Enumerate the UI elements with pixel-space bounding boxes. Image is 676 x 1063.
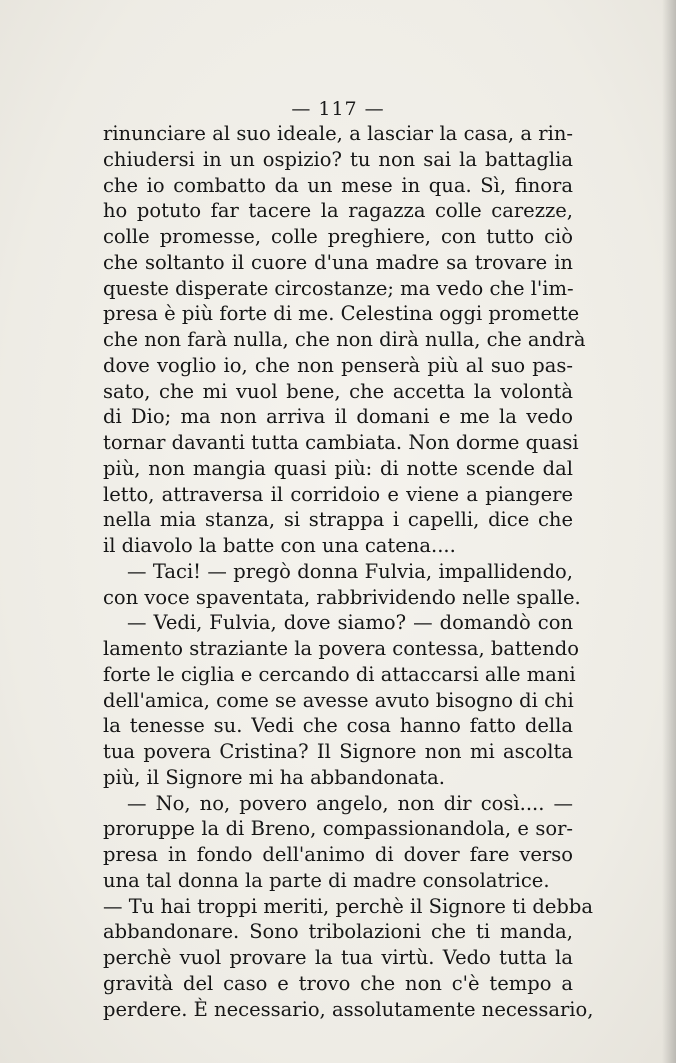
text-line: più, non mangia quasi più: di notte scende dal: [103, 456, 573, 480]
text-line: nella mia stanza, si strappa i capelli, dice che: [103, 508, 573, 532]
text-line: sato, che mi vuol bene, che accetta la volontà: [103, 379, 573, 403]
text-line: dove voglio io, che non penserà più al suo pas-: [103, 353, 573, 377]
text-line: rinunciare al suo ideale, a lasciar la casa, a rin-: [103, 122, 573, 145]
text-line: presa è più forte di me. Celestina oggi promette: [103, 302, 580, 326]
text-line: che io combatto da un mese in qua. Sì, finora: [103, 173, 573, 197]
text-line: abbandonare. Sono tribolazioni che ti manda,: [103, 920, 573, 944]
text-line: che non farà nulla, che non dirà nulla, che andrà: [103, 328, 586, 351]
text-line: tua povera Cristina? Il Signore non mi ascolta: [103, 740, 573, 763]
text-line: — Vedi, Fulvia, dove siamo? — domandò con: [127, 611, 573, 635]
text-line: che soltanto il cuore d'una madre sa trovare in: [103, 250, 573, 274]
text-line: il diavolo la batte con una catena....: [103, 534, 456, 557]
text-line: perchè vuol provare la tua virtù. Vedo tutta la: [103, 946, 573, 969]
text-line: — No, no, povero angelo, non dir così.... —: [127, 791, 573, 815]
text-line: colle promesse, colle preghiere, con tutto ciò: [103, 225, 573, 248]
page-number: — 117 —: [291, 98, 385, 120]
text-line: dell'amica, come se avesse avuto bisogno di chi: [103, 688, 574, 712]
text-line: gravità del caso e trovo che non c'è tempo a: [103, 971, 573, 995]
text-line: lamento straziante la povera contessa, battendo: [103, 637, 580, 660]
text-line: ho potuto far tacere la ragazza colle carezze,: [103, 199, 573, 223]
text-line: forte le ciglia e cercando di attaccarsi alle mani: [103, 662, 576, 686]
text-line: — Tu hai troppi meriti, perchè il Signore ti debba: [103, 894, 593, 918]
text-line: tornar davanti tutta cambiata. Non dorme quasi: [103, 431, 579, 454]
text-line: con voce spaventata, rabbrividendo nelle spalle.: [103, 585, 581, 609]
text-line: di Dio; ma non arriva il domani e me la vedo: [103, 405, 573, 429]
body-text: [103, 121, 594, 1022]
text-line: chiudersi in un ospizio? tu non sai la battaglia: [103, 147, 573, 171]
text-line: più, il Signore mi ha abbandonata.: [103, 765, 445, 789]
text-line: perdere. È necessario, assolutamente necessario,: [103, 997, 594, 1021]
text-line: queste disperate circostanze; ma vedo che l'im-: [103, 276, 574, 300]
text-line: — Taci! — pregò donna Fulvia, impallidendo,: [127, 559, 573, 583]
text-line: letto, attraversa il corridoio e viene a piangere: [103, 482, 573, 506]
text-line: proruppe la di Breno, compassionandola, e sor-: [103, 817, 573, 841]
text-line: la tenesse su. Vedi che cosa hanno fatto della: [103, 714, 573, 738]
text-line: una tal donna la parte di madre consolatrice.: [103, 868, 550, 892]
text-line: presa in fondo dell'animo di dover fare verso: [103, 843, 573, 866]
page-edge-shadow: [662, 0, 676, 1063]
